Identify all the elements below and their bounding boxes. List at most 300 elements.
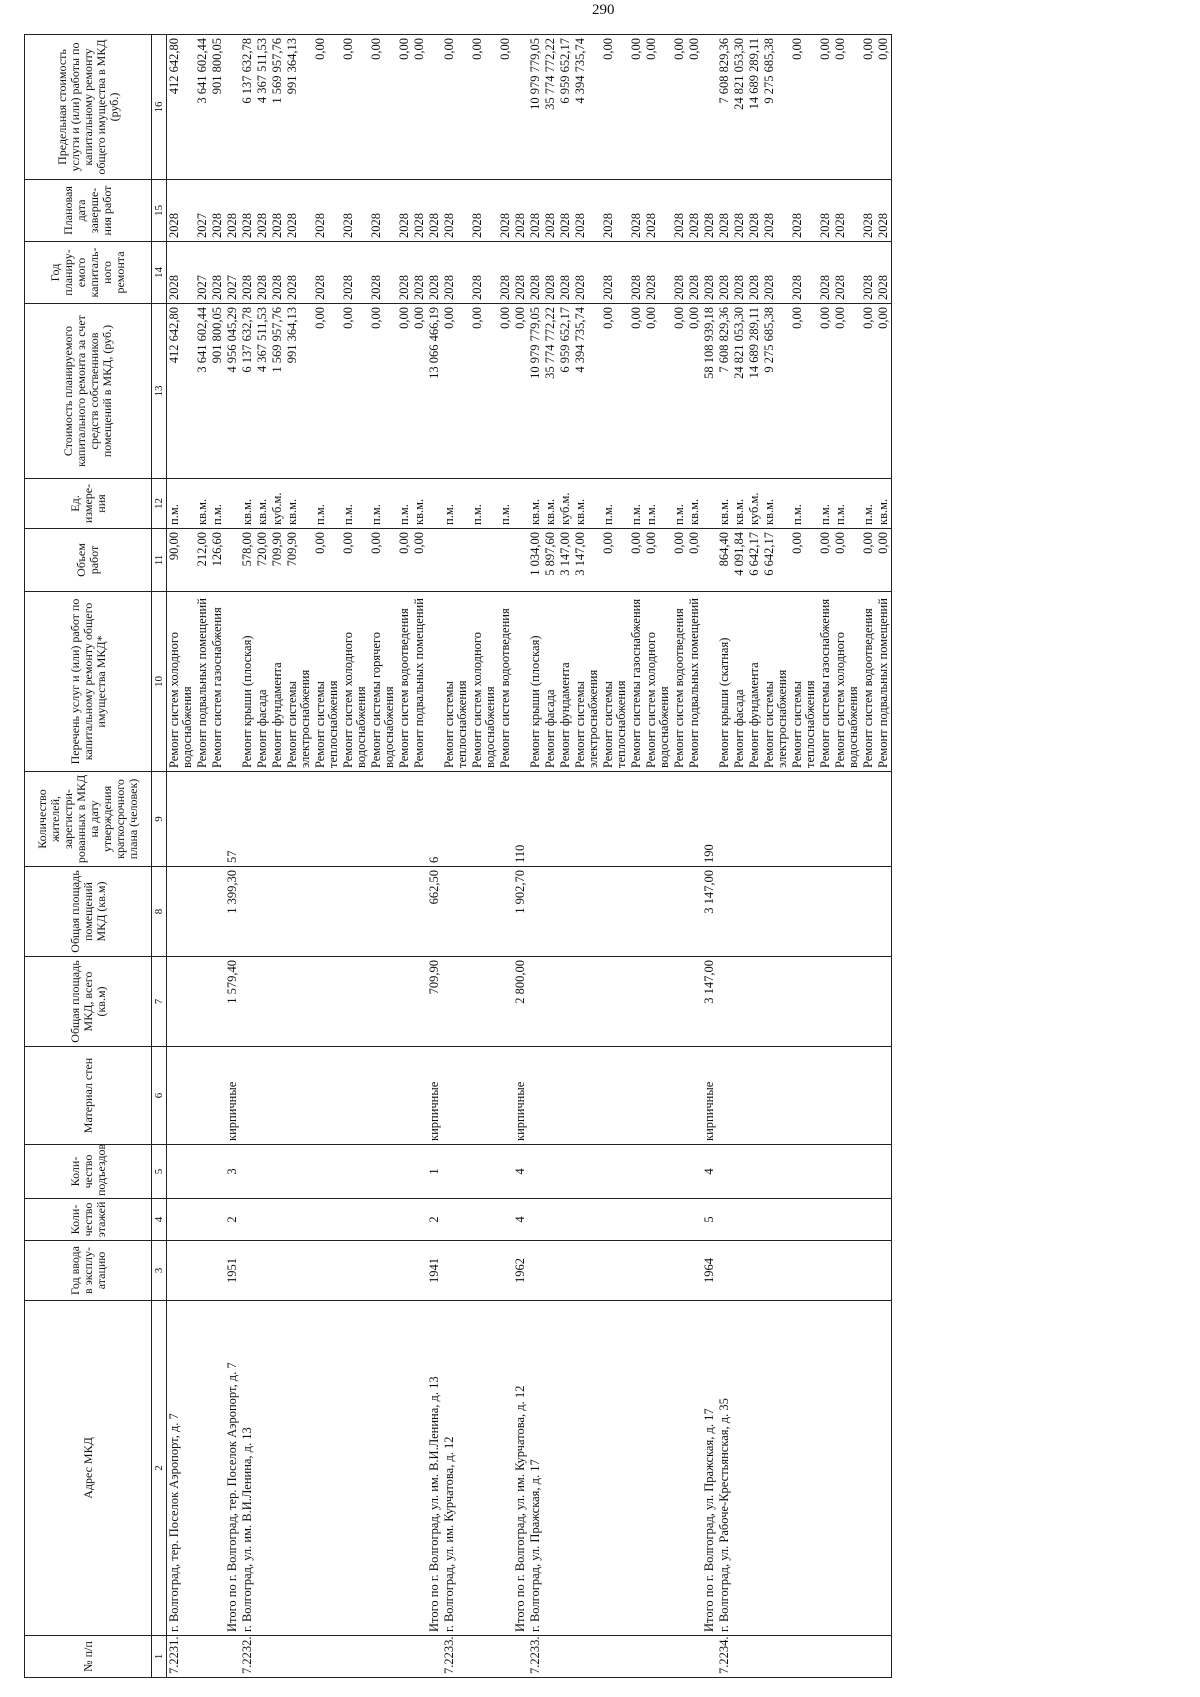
cell-floors [195, 1199, 210, 1241]
cell-vol: 864,40 [717, 529, 732, 592]
table-row [672, 35, 687, 1678]
cell-work: Ремонт систем холодного водоснабжения [470, 592, 498, 772]
cell-vol: 5 897,60 [543, 529, 558, 592]
table-row [790, 35, 818, 1678]
cell-res [672, 772, 687, 867]
cell-floors [644, 1199, 672, 1241]
column-header-1: № п/п [25, 1636, 152, 1678]
cell-unit: п.м. [313, 479, 341, 529]
cell-unit: п.м. [369, 479, 397, 529]
cell-y14: 2028 [818, 242, 833, 304]
cell-year [498, 1241, 513, 1301]
cell-year [412, 1241, 427, 1301]
cell-entr [790, 1145, 818, 1199]
cell-mat [790, 1047, 818, 1145]
cell-mat [601, 1047, 629, 1145]
cell-cost: 0,00 [513, 304, 528, 479]
cell-work: Ремонт систем водоотведения [397, 592, 412, 772]
table-total-row [702, 35, 717, 1678]
cell-num [833, 1636, 861, 1678]
cell-y14: 2028 [629, 242, 644, 304]
cell-unit [513, 479, 528, 529]
cell-entr [285, 1145, 313, 1199]
cell-cost: 0,00 [687, 304, 702, 479]
cell-res [732, 772, 747, 867]
cell-cost: 3 641 602,44 [195, 304, 210, 479]
cell-max [225, 35, 240, 180]
cell-cost: 9 275 685,38 [762, 304, 790, 479]
cell-res [470, 772, 498, 867]
cell-res [573, 772, 601, 867]
cell-floors [255, 1199, 270, 1241]
cell-work: Ремонт системы теплоснабжения [313, 592, 341, 772]
cell-mat [412, 1047, 427, 1145]
cell-area [528, 867, 543, 957]
cell-cost: 4 394 735,74 [573, 304, 601, 479]
cell-cost: 0,00 [629, 304, 644, 479]
cell-total [558, 957, 573, 1047]
cell-year [573, 1241, 601, 1301]
cell-vol: 0,00 [833, 529, 861, 592]
cell-num: 7.2231. [167, 1636, 196, 1678]
column-header-2: Адрес МКД [25, 1301, 152, 1636]
cell-vol: 4 091,84 [732, 529, 747, 592]
cell-max: 0,00 [313, 35, 341, 180]
cell-area [313, 867, 341, 957]
cell-floors [285, 1199, 313, 1241]
column-number-14: 14 [152, 242, 167, 304]
cell-num [313, 1636, 341, 1678]
cell-cost: 24 821 053,30 [732, 304, 747, 479]
cell-cost: 0,00 [313, 304, 341, 479]
cell-max: 901 800,05 [210, 35, 225, 180]
cell-max: 1 569 957,76 [270, 35, 285, 180]
cell-y15: 2027 [195, 180, 210, 242]
cell-area [240, 867, 255, 957]
cell-floors [833, 1199, 861, 1241]
cell-entr: 4 [702, 1145, 717, 1199]
cell-num [558, 1636, 573, 1678]
table-row [747, 35, 762, 1678]
cell-cost: 0,00 [876, 304, 892, 479]
column-number-10: 10 [152, 592, 167, 772]
cell-work: Ремонт систем холодного водоснабжения [833, 592, 861, 772]
cell-year [210, 1241, 225, 1301]
cell-entr [210, 1145, 225, 1199]
cell-max: 6 137 632,78 [240, 35, 255, 180]
cell-y15: 2028 [818, 180, 833, 242]
cell-vol: 0,00 [397, 529, 412, 592]
cell-work: Ремонт систем газоснабжения [210, 592, 225, 772]
cell-y14: 2028 [167, 242, 196, 304]
cell-cost: 901 800,05 [210, 304, 225, 479]
cell-area [717, 867, 732, 957]
cell-res [270, 772, 285, 867]
cell-addr [601, 1301, 629, 1636]
cell-addr [255, 1301, 270, 1636]
cell-total [876, 957, 892, 1047]
cell-vol [702, 529, 717, 592]
cell-year [601, 1241, 629, 1301]
cell-work: Ремонт фасада [255, 592, 270, 772]
cell-vol [498, 529, 513, 592]
cell-entr [876, 1145, 892, 1199]
cell-num [573, 1636, 601, 1678]
cell-y14: 2028 [341, 242, 369, 304]
cell-y14: 2028 [717, 242, 732, 304]
cell-entr [558, 1145, 573, 1199]
cell-y15: 2028 [629, 180, 644, 242]
cell-work: Ремонт систем водоотведения [498, 592, 513, 772]
cell-year [644, 1241, 672, 1301]
table-row [601, 35, 629, 1678]
cell-y14: 2028 [240, 242, 255, 304]
cell-unit [427, 479, 442, 529]
cell-max: 10 979 779,05 [528, 35, 543, 180]
cell-y14: 2028 [876, 242, 892, 304]
cell-floors [470, 1199, 498, 1241]
cell-total [672, 957, 687, 1047]
cell-res: 190 [702, 772, 717, 867]
cell-max: 7 608 829,36 [717, 35, 732, 180]
cell-unit: кв.м. [412, 479, 427, 529]
cell-y14: 2028 [833, 242, 861, 304]
cell-vol: 0,00 [412, 529, 427, 592]
cell-y14: 2028 [369, 242, 397, 304]
cell-entr [397, 1145, 412, 1199]
cell-y14: 2028 [313, 242, 341, 304]
table-row [195, 35, 210, 1678]
cell-unit: п.м. [470, 479, 498, 529]
cell-vol: 0,00 [629, 529, 644, 592]
cell-work: Ремонт фасада [543, 592, 558, 772]
table-row [285, 35, 313, 1678]
cell-max [702, 35, 717, 180]
cell-mat [747, 1047, 762, 1145]
cell-max: 0,00 [498, 35, 513, 180]
cell-total [543, 957, 558, 1047]
cell-unit: куб.м. [747, 479, 762, 529]
cell-entr [195, 1145, 210, 1199]
cell-num [601, 1636, 629, 1678]
cell-max: 991 364,13 [285, 35, 313, 180]
column-number-7: 7 [152, 957, 167, 1047]
cell-cost: 0,00 [790, 304, 818, 479]
cell-y15: 2028 [369, 180, 397, 242]
cell-y14: 2028 [442, 242, 470, 304]
cell-floors [747, 1199, 762, 1241]
cell-mat [498, 1047, 513, 1145]
table-row [498, 35, 513, 1678]
column-header-12: Ед. измере-ния [25, 479, 152, 529]
table-row [528, 35, 543, 1678]
cell-year [818, 1241, 833, 1301]
cell-num [210, 1636, 225, 1678]
cell-floors [369, 1199, 397, 1241]
cell-work: Ремонт системы электроснабжения [762, 592, 790, 772]
cell-y14: 2028 [702, 242, 717, 304]
cell-vol: 0,00 [861, 529, 876, 592]
cell-num [861, 1636, 876, 1678]
cell-unit: п.м. [498, 479, 513, 529]
cell-y15: 2028 [717, 180, 732, 242]
cell-cost: 4 956 045,29 [225, 304, 240, 479]
cell-total: 3 147,00 [702, 957, 717, 1047]
repair-plan-table [24, 34, 892, 1678]
table-row [558, 35, 573, 1678]
cell-y14: 2028 [210, 242, 225, 304]
cell-unit: кв.м. [195, 479, 210, 529]
cell-entr [747, 1145, 762, 1199]
cell-max: 0,00 [412, 35, 427, 180]
cell-entr [818, 1145, 833, 1199]
cell-total [861, 957, 876, 1047]
cell-work: Ремонт фундамента [270, 592, 285, 772]
cell-y15: 2028 [397, 180, 412, 242]
cell-work: Ремонт систем холодного водоснабжения [167, 592, 196, 772]
cell-res [687, 772, 702, 867]
cell-entr [601, 1145, 629, 1199]
column-header-4: Коли-чество этажей [25, 1199, 152, 1241]
cell-vol: 90,00 [167, 529, 196, 592]
table-row [644, 35, 672, 1678]
cell-y14: 2028 [528, 242, 543, 304]
cell-total [442, 957, 470, 1047]
cell-num [629, 1636, 644, 1678]
cell-floors [498, 1199, 513, 1241]
cell-y14: 2028 [732, 242, 747, 304]
column-header-7: Общая площадь МКД, всего (кв.м) [25, 957, 152, 1047]
cell-cost: 13 066 466,19 [427, 304, 442, 479]
table-row [573, 35, 601, 1678]
cell-res [528, 772, 543, 867]
cell-res [397, 772, 412, 867]
cell-year [833, 1241, 861, 1301]
cell-vol: 0,00 [601, 529, 629, 592]
table-row [369, 35, 397, 1678]
cell-cost: 0,00 [470, 304, 498, 479]
cell-max: 3 641 602,44 [195, 35, 210, 180]
table-row [818, 35, 833, 1678]
cell-work: Ремонт систем холодного водоснабжения [644, 592, 672, 772]
cell-addr [687, 1301, 702, 1636]
cell-work: Ремонт крыши (скатная) [717, 592, 732, 772]
cell-num [195, 1636, 210, 1678]
cell-num [644, 1636, 672, 1678]
cell-res: 6 [427, 772, 442, 867]
cell-res [717, 772, 732, 867]
cell-floors [240, 1199, 255, 1241]
cell-num: 7.2234. [717, 1636, 732, 1678]
cell-mat [397, 1047, 412, 1145]
cell-year [629, 1241, 644, 1301]
column-header-16: Предельная стоимость услуги и (или) работы по капитальному ремонту общего имущества в МКД (руб.) [25, 35, 152, 180]
cell-res [167, 772, 196, 867]
cell-res [195, 772, 210, 867]
cell-area [747, 867, 762, 957]
cell-year [255, 1241, 270, 1301]
cell-mat [762, 1047, 790, 1145]
cell-work: Ремонт системы газоснабжения [629, 592, 644, 772]
cell-work [225, 592, 240, 772]
cell-area [167, 867, 196, 957]
column-header-11: Объем работ [25, 529, 152, 592]
cell-y15: 2028 [543, 180, 558, 242]
cell-mat [558, 1047, 573, 1145]
cell-y15: 2028 [412, 180, 427, 242]
cell-num [412, 1636, 427, 1678]
cell-addr [672, 1301, 687, 1636]
cell-cost: 0,00 [861, 304, 876, 479]
cell-year [270, 1241, 285, 1301]
cell-work: Ремонт системы теплоснабжения [790, 592, 818, 772]
cell-entr: 4 [513, 1145, 528, 1199]
cell-addr: г. Волгоград, тер. Поселок Аэропорт, д. 7 [167, 1301, 196, 1636]
cell-entr [412, 1145, 427, 1199]
cell-total [240, 957, 255, 1047]
cell-area [644, 867, 672, 957]
cell-work: Ремонт подвальных помещений [876, 592, 892, 772]
cell-area [498, 867, 513, 957]
cell-total [369, 957, 397, 1047]
cell-vol: 0,00 [687, 529, 702, 592]
table-row [833, 35, 861, 1678]
table-row [341, 35, 369, 1678]
cell-total [397, 957, 412, 1047]
cell-max: 14 689 289,11 [747, 35, 762, 180]
cell-area [861, 867, 876, 957]
cell-num [818, 1636, 833, 1678]
cell-total [285, 957, 313, 1047]
column-header-13: Стоимость планируемого капитального ремонта за счет средств собственников помещений в МКД, (руб.) [25, 304, 152, 479]
cell-total [470, 957, 498, 1047]
cell-floors [412, 1199, 427, 1241]
cell-y14: 2028 [427, 242, 442, 304]
column-header-15: Плановая дата заверше-ния работ [25, 180, 152, 242]
cell-num [255, 1636, 270, 1678]
cell-total [833, 957, 861, 1047]
cell-floors [790, 1199, 818, 1241]
cell-y15: 2028 [702, 180, 717, 242]
cell-work: Ремонт подвальных помещений [195, 592, 210, 772]
cell-entr [687, 1145, 702, 1199]
cell-unit: кв.м. [285, 479, 313, 529]
cell-floors [717, 1199, 732, 1241]
cell-year [861, 1241, 876, 1301]
cell-entr [442, 1145, 470, 1199]
cell-floors [167, 1199, 196, 1241]
cell-work: Ремонт системы теплоснабжения [442, 592, 470, 772]
cell-addr [195, 1301, 210, 1636]
cell-res [498, 772, 513, 867]
cell-unit: п.м. [397, 479, 412, 529]
cell-vol: 0,00 [672, 529, 687, 592]
cell-vol: 0,00 [818, 529, 833, 592]
cell-unit: кв.м. [240, 479, 255, 529]
table-row [167, 35, 196, 1678]
cell-entr [629, 1145, 644, 1199]
cell-cost: 0,00 [369, 304, 397, 479]
cell-entr [341, 1145, 369, 1199]
cell-entr [528, 1145, 543, 1199]
cell-unit: кв.м. [255, 479, 270, 529]
table-row [876, 35, 892, 1678]
cell-y15: 2028 [601, 180, 629, 242]
cell-vol [225, 529, 240, 592]
cell-max: 0,00 [818, 35, 833, 180]
cell-entr [313, 1145, 341, 1199]
table-row [270, 35, 285, 1678]
cell-year [790, 1241, 818, 1301]
cell-unit: куб.м. [558, 479, 573, 529]
cell-mat [629, 1047, 644, 1145]
cell-year [747, 1241, 762, 1301]
cell-num [762, 1636, 790, 1678]
cell-floors [341, 1199, 369, 1241]
cell-area [195, 867, 210, 957]
cell-unit: кв.м. [732, 479, 747, 529]
column-header-9: Количество жителей, зарегистри-рованных в МКД на дату утверждения краткосрочного плана (человек) [25, 772, 152, 867]
cell-vol [442, 529, 470, 592]
cell-work: Ремонт системы электроснабжения [285, 592, 313, 772]
cell-y15: 2028 [225, 180, 240, 242]
cell-mat [833, 1047, 861, 1145]
cell-max: 412 642,80 [167, 35, 196, 180]
cell-y14: 2028 [470, 242, 498, 304]
cell-entr [717, 1145, 732, 1199]
cell-area [270, 867, 285, 957]
cell-res [313, 772, 341, 867]
column-number-13: 13 [152, 304, 167, 479]
cell-cost: 35 774 772,22 [543, 304, 558, 479]
cell-num [747, 1636, 762, 1678]
cell-unit: п.м. [167, 479, 196, 529]
cell-y15: 2028 [442, 180, 470, 242]
cell-mat [195, 1047, 210, 1145]
cell-mat [573, 1047, 601, 1145]
cell-unit: п.м. [601, 479, 629, 529]
cell-mat [240, 1047, 255, 1145]
column-number-11: 11 [152, 529, 167, 592]
cell-area: 3 147,00 [702, 867, 717, 957]
cell-num [225, 1636, 240, 1678]
cell-area [255, 867, 270, 957]
cell-work: Ремонт системы газоснабжения [818, 592, 833, 772]
cell-y15: 2028 [747, 180, 762, 242]
table-row [255, 35, 270, 1678]
table-row [442, 35, 470, 1678]
cell-total: 2 800,00 [513, 957, 528, 1047]
cell-addr: г. Волгоград, ул. Рабоче-Крестьянская, д. 35 [717, 1301, 732, 1636]
cell-year [195, 1241, 210, 1301]
column-header-14: Год планиру-емого капиталь-ного ремонта [25, 242, 152, 304]
cell-addr [498, 1301, 513, 1636]
cell-cost: 991 364,13 [285, 304, 313, 479]
cell-num [876, 1636, 892, 1678]
column-number-1: 1 [152, 1636, 167, 1678]
cell-addr [790, 1301, 818, 1636]
cell-res [818, 772, 833, 867]
cell-area [833, 867, 861, 957]
cell-mat [861, 1047, 876, 1145]
cell-unit: п.м. [790, 479, 818, 529]
cell-max: 0,00 [790, 35, 818, 180]
cell-year [732, 1241, 747, 1301]
cell-res [341, 772, 369, 867]
cell-y14: 2028 [498, 242, 513, 304]
cell-num: 7.2232. [240, 1636, 255, 1678]
cell-total [313, 957, 341, 1047]
